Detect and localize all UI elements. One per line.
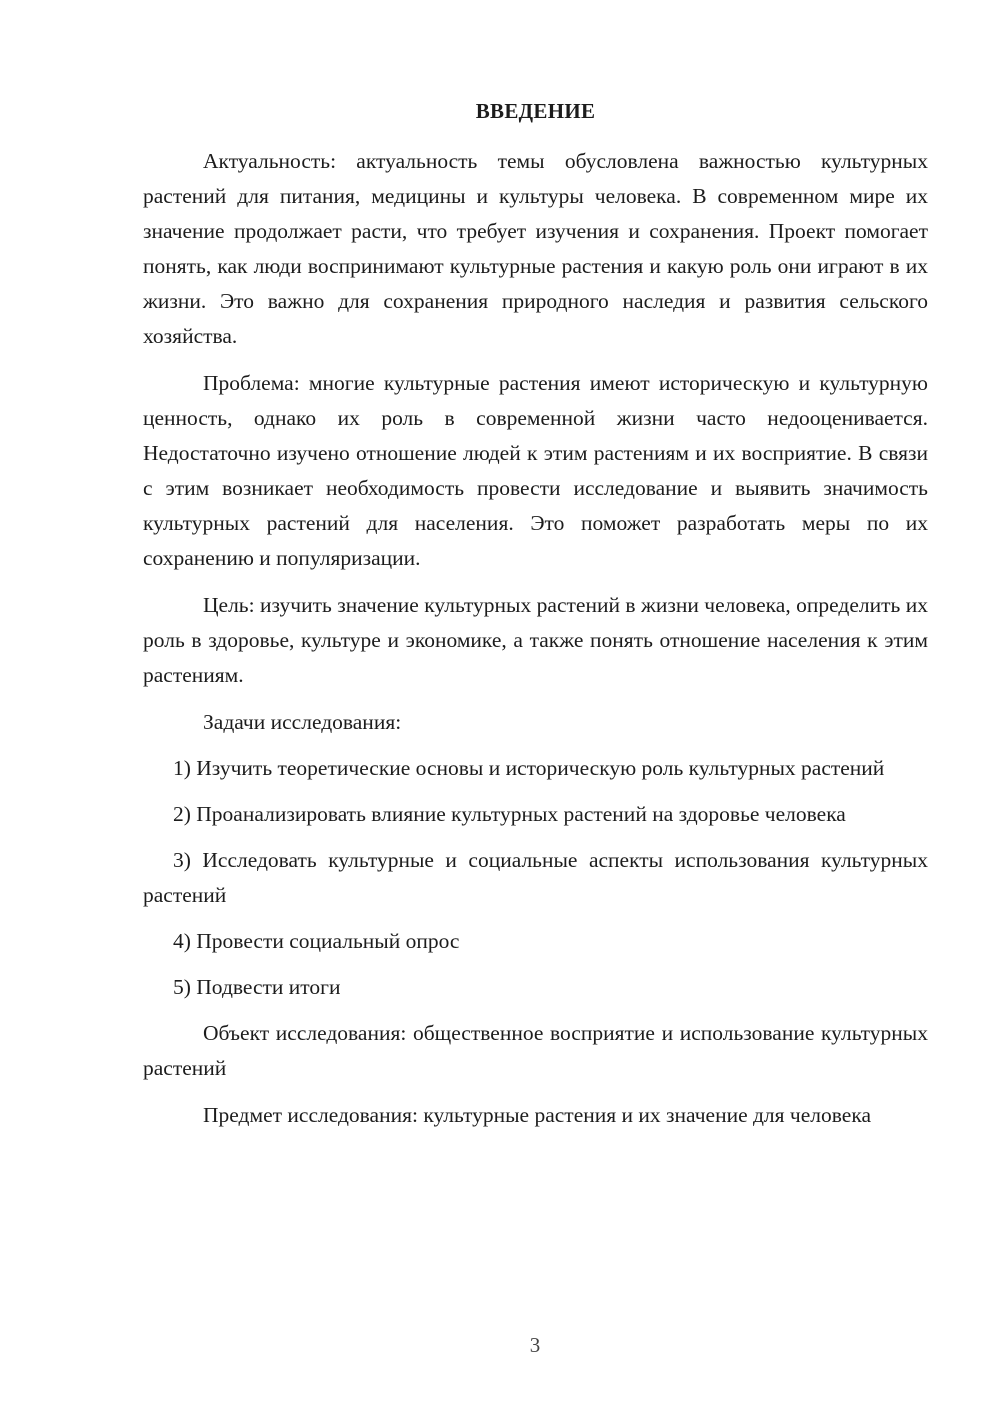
task-item: 2) Проанализировать влияние культурных растений на здоровье человека (173, 802, 846, 826)
paragraph-object: Объект исследования: общественное восприятие и использование культурных растений (143, 1021, 928, 1080)
paragraph-problem: Проблема: многие культурные растения имеют историческую и культурную ценность, однако их роль в современной жизни часто недооценивается. Недостаточно изучено отношение людей к этим растениям и их восприятие. В связи с этим возникает необходимость провести исследование и выявить значимость культурных растений для населения. Это поможет разработать меры по их сохранению и популяризации. (143, 371, 928, 570)
task-item: 1) Изучить теоретические основы и историческую роль культурных растений (173, 756, 885, 780)
paragraph-relevance: Актуальность: актуальность темы обусловлена важностью культурных растений для питания, медицины и культуры человека. В современном мире их значение продолжает расти, что требует изучения и сохранения. Проект помогает понять, как люди воспринимают культурные растения и какую роль они играют в их жизни. Это важно для сохранения природного наследия и развития сельского хозяйства. (143, 149, 928, 348)
paragraph-goal: Цель: изучить значение культурных растений в жизни человека, определить их роль в здоровье, культуре и экономике, а также понять отношение населения к этим растениям. (143, 593, 928, 687)
task-item: 4) Провести социальный опрос (173, 929, 460, 953)
tasks-list (143, 751, 928, 1005)
tasks-heading: Задачи исследования: (203, 710, 402, 734)
section-title: ВВЕДЕНИЕ (475, 99, 596, 123)
task-item: 5) Подвести итоги (173, 975, 341, 999)
document-page (143, 94, 928, 1145)
task-item: 3) Исследовать культурные и социальные аспекты использования культурных растений (143, 848, 928, 907)
page-number: 3 (529, 1333, 541, 1357)
paragraph-subject: Предмет исследования: культурные растения и их значение для человека (203, 1103, 871, 1127)
